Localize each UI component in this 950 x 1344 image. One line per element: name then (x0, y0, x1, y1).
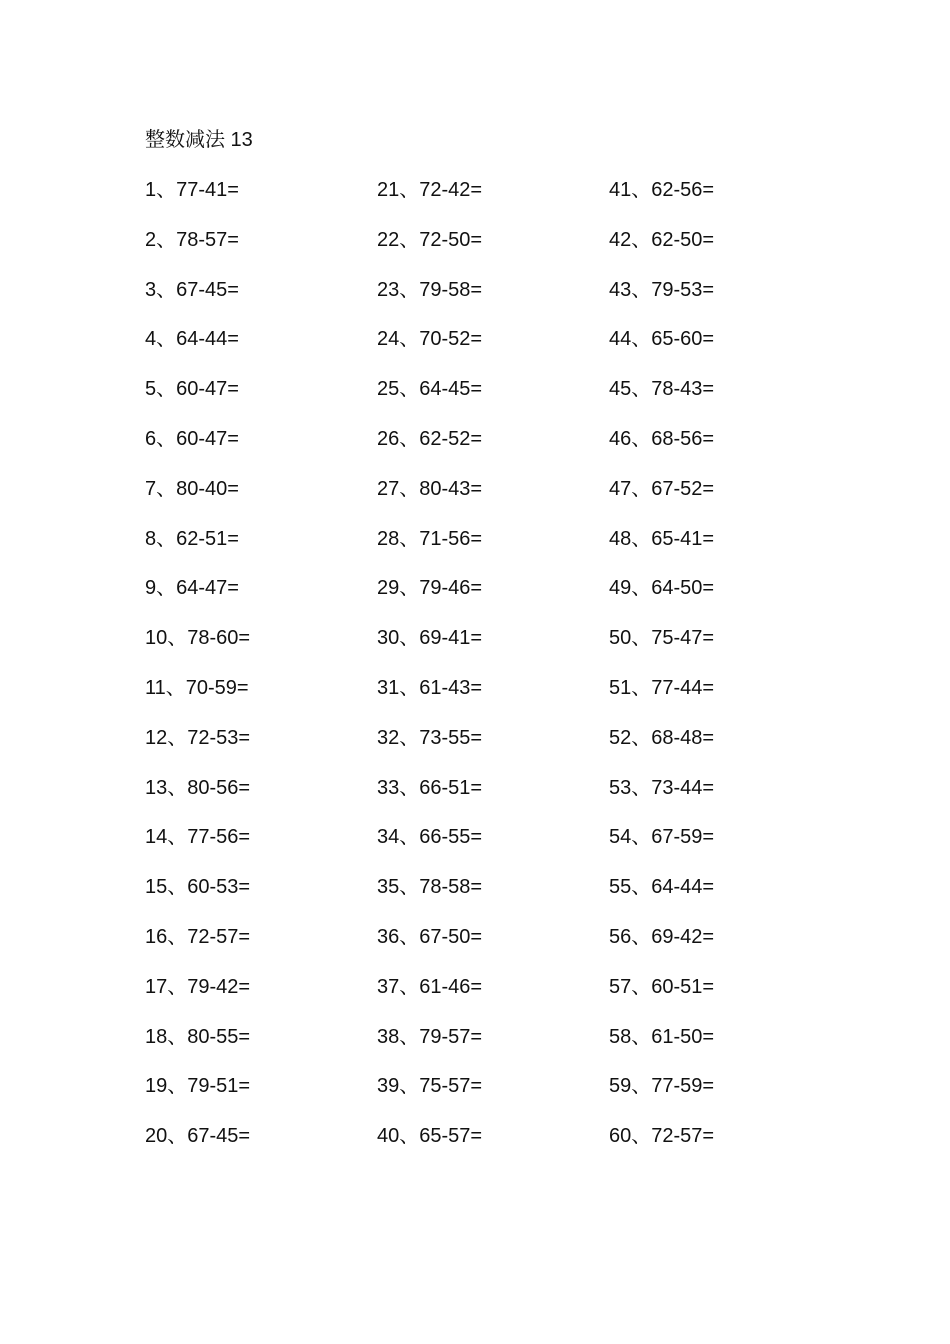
problem-item: 7、80-40= (145, 477, 239, 500)
problem-item: 38、79-57= (377, 1025, 483, 1048)
worksheet-title: 整数减法 13 (145, 129, 253, 151)
problem-item: 30、69-41= (377, 627, 483, 650)
problem-item: 28、71-56= (377, 527, 483, 550)
problem-item: 35、78-58= (377, 876, 483, 899)
problem-item: 22、72-50= (377, 228, 483, 251)
problem-item: 37、61-46= (377, 975, 483, 998)
problem-item: 45、78-43= (609, 378, 715, 401)
problem-item: 56、69-42= (609, 925, 715, 948)
problem-item: 23、79-58= (377, 278, 483, 301)
problem-item: 58、61-50= (609, 1025, 715, 1048)
problem-item: 34、66-55= (377, 826, 483, 849)
problem-item: 17、79-42= (145, 975, 251, 998)
problem-item: 9、64-47= (145, 577, 239, 600)
problem-item: 41、62-56= (609, 179, 715, 201)
problem-item: 40、65-57= (377, 1125, 483, 1148)
problem-item: 32、73-55= (377, 726, 483, 749)
problem-item: 46、68-56= (609, 427, 715, 450)
problem-item: 25、64-45= (377, 378, 483, 401)
problem-item: 60、72-57= (609, 1125, 715, 1148)
problem-item: 59、77-59= (609, 1075, 715, 1098)
problem-item: 15、60-53= (145, 876, 251, 899)
problem-item: 31、61-43= (377, 676, 483, 699)
problem-item: 53、73-44= (609, 776, 715, 799)
problem-item: 49、64-50= (609, 577, 715, 600)
problem-item: 20、67-45= (145, 1125, 251, 1148)
problem-item: 18、80-55= (145, 1025, 251, 1048)
problem-item: 4、64-44= (145, 328, 239, 351)
problem-item: 51、77-44= (609, 676, 715, 699)
problem-item: 52、68-48= (609, 726, 715, 749)
problem-item: 43、79-53= (609, 278, 715, 301)
problem-item: 8、62-51= (145, 527, 239, 550)
problem-item: 6、60-47= (145, 427, 239, 450)
problem-item: 36、67-50= (377, 925, 483, 948)
problem-item: 29、79-46= (377, 577, 483, 600)
problem-item: 21、72-42= (377, 179, 483, 201)
problem-item: 3、67-45= (145, 278, 239, 301)
problem-item: 5、60-47= (145, 378, 239, 401)
problem-item: 26、62-52= (377, 427, 483, 450)
problem-item: 47、67-52= (609, 477, 715, 500)
problem-item: 50、75-47= (609, 627, 715, 650)
problem-item: 48、65-41= (609, 527, 715, 550)
problem-item: 12、72-53= (145, 726, 251, 749)
problem-item: 57、60-51= (609, 975, 715, 998)
problem-item: 42、62-50= (609, 228, 715, 251)
problem-item: 19、79-51= (145, 1075, 251, 1098)
problem-item: 2、78-57= (145, 228, 239, 251)
problem-item: 16、72-57= (145, 925, 251, 948)
problem-item: 44、65-60= (609, 328, 715, 351)
problem-item: 11、70-59= (145, 676, 249, 699)
problem-grid (145, 176, 845, 1172)
problem-item: 33、66-51= (377, 776, 483, 799)
problem-item: 39、75-57= (377, 1075, 483, 1098)
problem-item: 10、78-60= (145, 627, 251, 650)
problem-item: 27、80-43= (377, 477, 483, 500)
problem-item: 24、70-52= (377, 328, 483, 351)
problem-item: 54、67-59= (609, 826, 715, 849)
problem-item: 13、80-56= (145, 776, 251, 799)
problem-item: 14、77-56= (145, 826, 251, 849)
problem-item: 55、64-44= (609, 876, 715, 899)
problem-item: 1、77-41= (145, 179, 239, 201)
